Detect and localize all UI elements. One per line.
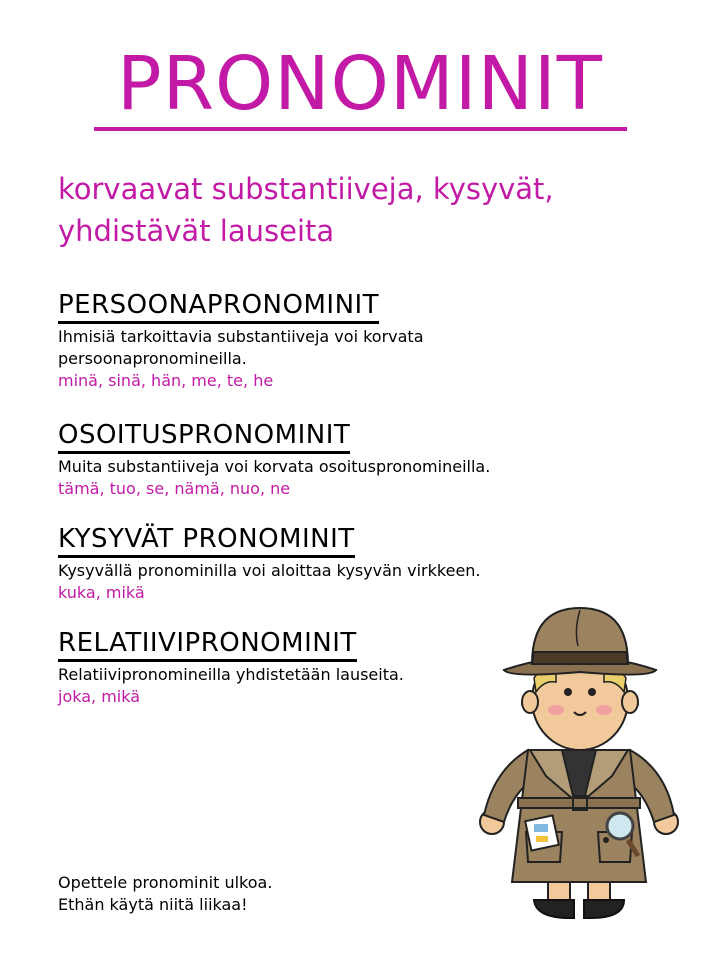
detective-illustration [470,600,690,930]
section-osoituspronominit [58,420,618,500]
section-description: Relatiivipronomineilla yhdistetään lauseita. [58,665,404,684]
section-examples: minä, sinä, hän, me, te, he [58,371,274,390]
section-examples: joka, mikä [58,687,141,706]
section-heading: KYSYVÄT PRONOMINIT [58,524,355,558]
footer-note [58,872,272,916]
section-description: Muita substantiiveja voi korvata osoituspronomineilla. [58,457,491,476]
subtitle: korvaavat substantiiveja, kysyvät, yhdistävät lauseita [58,172,554,248]
section-examples: tämä, tuo, se, nämä, nuo, ne [58,479,291,498]
footer-line: Ethän käytä niitä liikaa! [58,895,248,914]
section-kysyvat-pronominit [58,524,618,604]
section-heading: PERSOONAPRONOMINIT [58,290,379,324]
section-description: Ihmisiä tarkoittavia substantiiveja voi korvata persoonapronomineilla. [58,327,424,368]
title-underline [94,127,627,131]
section-description: Kysyvällä pronominilla voi aloittaa kysyvän virkkeen. [58,561,481,580]
section-heading: RELATIIVIPRONOMINIT [58,628,357,662]
section-examples: kuka, mikä [58,583,145,602]
footer-line: Opettele pronominit ulkoa. [58,873,273,892]
section-persoonapronominit [58,290,618,392]
section-heading: OSOITUSPRONOMINIT [58,420,350,454]
page-title: PRONOMINIT [117,41,603,127]
